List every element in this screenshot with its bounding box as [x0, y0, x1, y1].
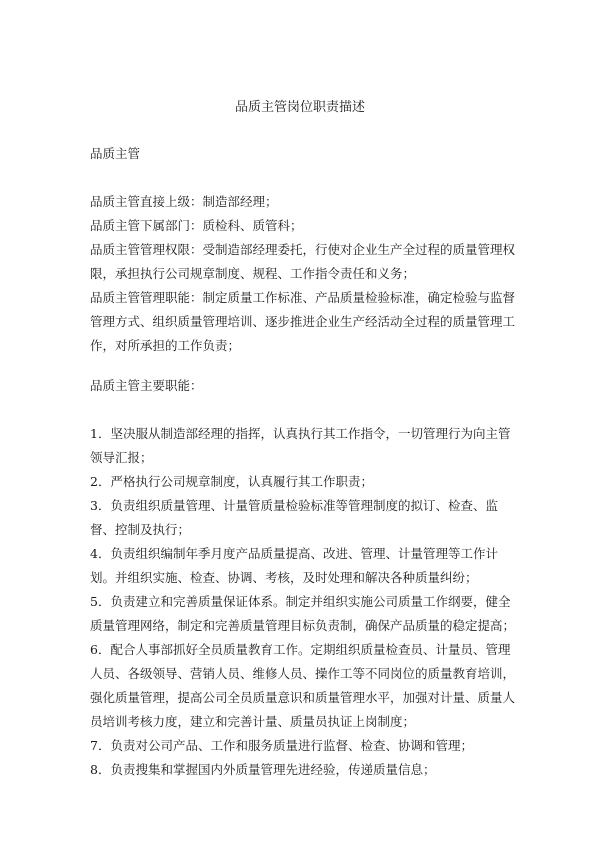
info-superior: 品质主管直接上级：制造部经理；: [90, 194, 278, 209]
duty-item: 2．严格执行公司规章制度，认真履行其工作职责；: [90, 474, 373, 489]
info-authority: 品质主管管理权限：受制造部经理委托，行使对企业生产全过程的质量管理权限，承担执行公司规章制度、规程、工作指令责任和义务；: [90, 242, 516, 281]
document-title: 品质主管岗位职责描述: [234, 100, 365, 115]
duties-list: [90, 422, 520, 782]
duty-item: 6．配合人事部抓好全员质量教育工作。定期组织质量检查员、计量员、管理人员、各级领导、营销人员、维修人员、操作工等不同岗位的质量教育培训，强化质量管理，提高公司全员质量意识和质量管理水平，加强对计量、质量人员培训考核力度，建立和完善计量、质量员执证上岗制度；: [90, 642, 516, 729]
job-info-section: [90, 190, 520, 358]
info-subordinate-departments: 品质主管下属部门：质检科、质管科；: [90, 218, 303, 233]
duty-item: 4．负责组织编制年季月度产品质量提高、改进、管理、计量管理等工作计划。并组织实施、检查、协调、考核，及时处理和解决各种质量纠纷；: [90, 546, 498, 585]
job-name: 品质主管: [90, 146, 141, 161]
duty-item: 1．坚决服从制造部经理的指挥，认真执行其工作指令，一切管理行为向主管领导汇报；: [90, 426, 511, 465]
duty-item: 8．负责搜集和掌握国内外质量管理先进经验，传递质量信息；: [90, 762, 436, 777]
duty-item: 3．负责组织质量管理、计量管质量检验标准等管理制度的拟订、检查、监督、控制及执行；: [90, 498, 498, 537]
duty-item: 7．负责对公司产品、工作和服务质量进行监督、检查、协调和管理；: [90, 738, 473, 753]
duty-item: 5．负责建立和完善质量保证体系。制定并组织实施公司质量工作纲要，健全质量管理网络，制定和完善质量管理目标负责制，确保产品质量的稳定提高；: [90, 594, 516, 633]
duties-heading: 品质主管主要职能：: [90, 378, 203, 393]
info-management-functions: 品质主管管理职能：制定质量工作标准、产品质量检验标准，确定检验与监督管理方式、组织质量管理培训、逐步推进企业生产经活动全过程的质量管理工作，对所承担的工作负责；: [90, 290, 516, 353]
